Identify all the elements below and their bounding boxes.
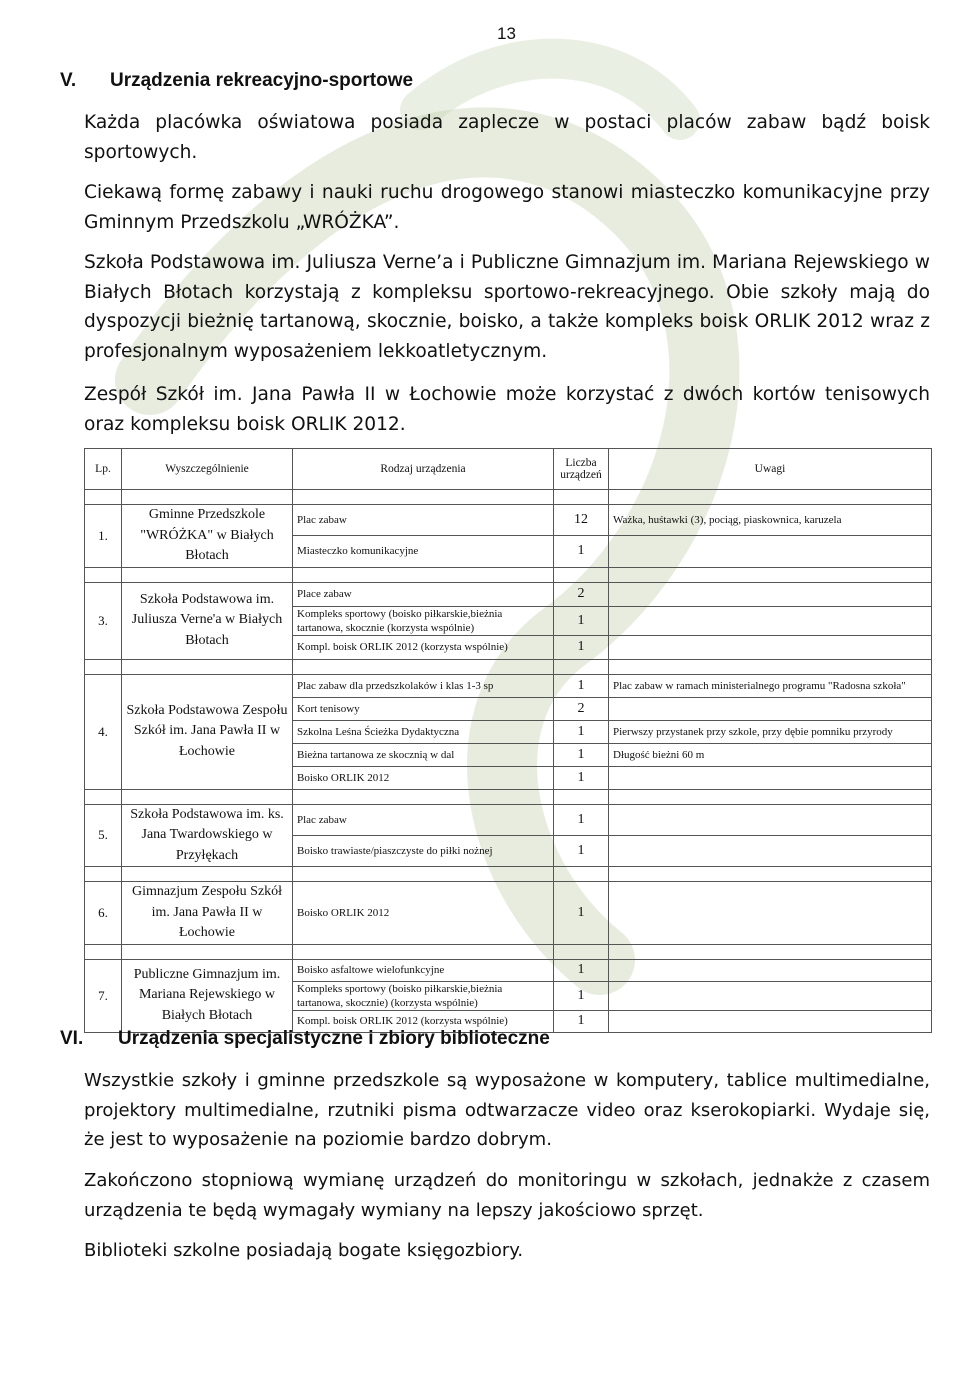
cell-device: Place zabaw bbox=[293, 582, 554, 606]
cell-org: Szkoła Podstawowa im. Juliusza Verne'a w Białych Błotach bbox=[122, 582, 293, 659]
cell-device: Kompl. boisk ORLIK 2012 (korzysta wspólnie) bbox=[293, 635, 554, 659]
cell-note bbox=[609, 804, 932, 835]
cell-device: Plac zabaw dla przedszkolaków i klas 1-3 sp bbox=[293, 674, 554, 697]
cell-note bbox=[609, 882, 932, 945]
cell-device: Boisko trawiaste/piaszczyste do piłki nożnej bbox=[293, 835, 554, 866]
cell-note: Plac zabaw w ramach ministerialnego programu "Radosna szkoła" bbox=[609, 674, 932, 697]
section-6-paragraph: Wszystkie szkoły i gminne przedszkole są wyposażone w komputery, tablice multimedialne, projektory multimedialne, rzutniki pisma odtwarzacze video oraz kserokopiarki. Wydaje się, że jest to wyposażenie na poziomie bardzo dobrym. bbox=[84, 1070, 930, 1150]
cell-count: 1 bbox=[554, 606, 609, 635]
facilities-table bbox=[84, 448, 932, 1033]
cell-count: 1 bbox=[554, 804, 609, 835]
spacer-cell bbox=[122, 867, 293, 882]
spacer-cell bbox=[293, 944, 554, 959]
section-6-title: Urządzenia specjalistyczne i zbiory biblioteczne bbox=[118, 1028, 550, 1049]
cell-count: 1 bbox=[554, 720, 609, 743]
spacer-cell bbox=[122, 659, 293, 674]
cell-device: Boisko asfaltowe wielofunkcyjne bbox=[293, 959, 554, 981]
cell-note bbox=[609, 606, 932, 635]
section-5-title: Urządzenia rekreacyjno-sportowe bbox=[110, 70, 414, 91]
section-6-paragraph: Zakończono stopniową wymianę urządzeń do monitoringu w szkołach, jednakże z czasem urządzenia te będą wymagały wymiany na lepszy jakościowo sprzęt. bbox=[84, 1170, 930, 1221]
cell-org: Szkoła Podstawowa Zespołu Szkół im. Jana Pawła II w Łochowie bbox=[122, 674, 293, 789]
section-5-number: V. bbox=[60, 70, 77, 91]
spacer-cell bbox=[85, 944, 122, 959]
cell-note: Pierwszy przystanek przy szkole, przy dębie pomniku przyrody bbox=[609, 720, 932, 743]
spacer-cell bbox=[609, 659, 932, 674]
spacer-cell bbox=[85, 867, 122, 882]
cell-device: Kort tenisowy bbox=[293, 697, 554, 720]
spacer-cell bbox=[554, 490, 609, 505]
spacer-cell bbox=[609, 944, 932, 959]
cell-count: 1 bbox=[554, 536, 609, 567]
table-spacer-row bbox=[85, 567, 932, 582]
spacer-cell bbox=[85, 789, 122, 804]
cell-lp: 1. bbox=[85, 505, 122, 568]
spacer-cell bbox=[122, 944, 293, 959]
cell-note bbox=[609, 981, 932, 1010]
table-spacer-row bbox=[85, 944, 932, 959]
cell-note bbox=[609, 536, 932, 567]
cell-org: Publiczne Gimnazjum im. Mariana Rejewskiego w Białych Błotach bbox=[122, 959, 293, 1032]
spacer-cell bbox=[609, 490, 932, 505]
table-row bbox=[85, 882, 932, 945]
cell-note bbox=[609, 1010, 932, 1032]
cell-count: 2 bbox=[554, 582, 609, 606]
table-spacer-row bbox=[85, 789, 932, 804]
cell-device: Boisko ORLIK 2012 bbox=[293, 882, 554, 945]
section-5-paragraph: Każda placówka oświatowa posiada zaplecze w postaci placów zabaw bądź boisk sportowych. bbox=[84, 112, 930, 163]
spacer-cell bbox=[85, 490, 122, 505]
section-6-heading bbox=[60, 1028, 550, 1050]
spacer-cell bbox=[85, 567, 122, 582]
cell-device: Boisko ORLIK 2012 bbox=[293, 766, 554, 789]
cell-note: Ważka, huśtawki (3), pociąg, piaskownica, karuzela bbox=[609, 505, 932, 536]
section-5-heading bbox=[60, 70, 413, 92]
header-count: Liczba urządzeń bbox=[554, 449, 609, 490]
spacer-cell bbox=[85, 659, 122, 674]
spacer-cell bbox=[293, 867, 554, 882]
cell-device: Szkolna Leśna Ścieżka Dydaktyczna bbox=[293, 720, 554, 743]
cell-note bbox=[609, 697, 932, 720]
spacer-cell bbox=[293, 659, 554, 674]
section-5-paragraph: Zespół Szkół im. Jana Pawła II w Łochowie może korzystać z dwóch kortów tenisowych oraz kompleksu boisk ORLIK 2012. bbox=[84, 384, 930, 435]
cell-lp: 4. bbox=[85, 674, 122, 789]
spacer-cell bbox=[554, 659, 609, 674]
cell-count: 1 bbox=[554, 959, 609, 981]
cell-count: 1 bbox=[554, 1010, 609, 1032]
cell-lp: 7. bbox=[85, 959, 122, 1032]
cell-note bbox=[609, 835, 932, 866]
spacer-cell bbox=[122, 789, 293, 804]
cell-org: Gminne Przedszkole "WRÓŻKA" w Białych Błotach bbox=[122, 505, 293, 568]
section-5-paragraph: Ciekawą formę zabawy i nauki ruchu drogowego stanowi miasteczko komunikacyjne przy Gminnym Przedszkolu „WRÓŻKA”. bbox=[84, 182, 930, 233]
cell-count: 2 bbox=[554, 697, 609, 720]
cell-note: Długość bieżni 60 m bbox=[609, 743, 932, 766]
spacer-cell bbox=[609, 789, 932, 804]
table-row bbox=[85, 959, 932, 981]
cell-lp: 5. bbox=[85, 804, 122, 867]
table-header-row bbox=[85, 449, 932, 490]
spacer-cell bbox=[554, 789, 609, 804]
cell-count: 1 bbox=[554, 981, 609, 1010]
cell-device: Kompleks sportowy (boisko piłkarskie,bieżnia tartanowa, skocznie (korzysta wspólnie) bbox=[293, 606, 554, 635]
section-6-paragraph: Biblioteki szkolne posiadają bogate księgozbiory. bbox=[84, 1240, 524, 1261]
cell-lp: 3. bbox=[85, 582, 122, 659]
cell-device: Miasteczko komunikacyjne bbox=[293, 536, 554, 567]
header-org: Wyszczególnienie bbox=[122, 449, 293, 490]
section-5-paragraph: Szkoła Podstawowa im. Juliusza Verne’a i Publiczne Gimnazjum im. Mariana Rejewskiego w Białych Błotach korzystają z kompleksu sportowo-rekreacyjnego. Obie szkoły mają do dyspozycji bieżnię tartanową, skocznie, boisko, a także kompleks boisk ORLIK 2012 wraz z profesjonalnym wyposażeniem lekkoatletycznym. bbox=[84, 252, 930, 362]
spacer-cell bbox=[122, 490, 293, 505]
cell-count: 12 bbox=[554, 505, 609, 536]
spacer-cell bbox=[122, 567, 293, 582]
cell-count: 1 bbox=[554, 674, 609, 697]
cell-count: 1 bbox=[554, 835, 609, 866]
spacer-cell bbox=[293, 490, 554, 505]
header-notes: Uwagi bbox=[609, 449, 932, 490]
spacer-cell bbox=[554, 567, 609, 582]
spacer-cell bbox=[554, 867, 609, 882]
section-6-number: VI. bbox=[60, 1028, 84, 1049]
spacer-cell bbox=[554, 944, 609, 959]
spacer-cell bbox=[293, 567, 554, 582]
table-row bbox=[85, 505, 932, 536]
header-lp: Lp. bbox=[85, 449, 122, 490]
cell-device: Kompleks sportowy (boisko piłkarskie,bieżnia tartanowa, skocznie) (korzysta wspólnie) bbox=[293, 981, 554, 1010]
cell-device: Plac zabaw bbox=[293, 505, 554, 536]
cell-org: Gimnazjum Zespołu Szkół im. Jana Pawła II w Łochowie bbox=[122, 882, 293, 945]
cell-note bbox=[609, 582, 932, 606]
cell-note bbox=[609, 959, 932, 981]
table-row bbox=[85, 804, 932, 835]
table-row bbox=[85, 582, 932, 606]
spacer-cell bbox=[609, 867, 932, 882]
cell-note bbox=[609, 635, 932, 659]
cell-count: 1 bbox=[554, 743, 609, 766]
cell-count: 1 bbox=[554, 766, 609, 789]
cell-device: Bieżna tartanowa ze skocznią w dal bbox=[293, 743, 554, 766]
spacer-cell bbox=[609, 567, 932, 582]
table-row bbox=[85, 674, 932, 697]
table-spacer-row bbox=[85, 490, 932, 505]
header-device: Rodzaj urządzenia bbox=[293, 449, 554, 490]
cell-note bbox=[609, 766, 932, 789]
spacer-cell bbox=[293, 789, 554, 804]
table-spacer-row bbox=[85, 867, 932, 882]
cell-device: Plac zabaw bbox=[293, 804, 554, 835]
cell-device: Kompl. boisk ORLIK 2012 (korzysta wspólnie) bbox=[293, 1010, 554, 1032]
cell-org: Szkoła Podstawowa im. ks. Jana Twardowskiego w Przyłękach bbox=[122, 804, 293, 867]
table-spacer-row bbox=[85, 659, 932, 674]
cell-count: 1 bbox=[554, 635, 609, 659]
cell-count: 1 bbox=[554, 882, 609, 945]
cell-lp: 6. bbox=[85, 882, 122, 945]
page-number: 13 bbox=[497, 24, 516, 43]
